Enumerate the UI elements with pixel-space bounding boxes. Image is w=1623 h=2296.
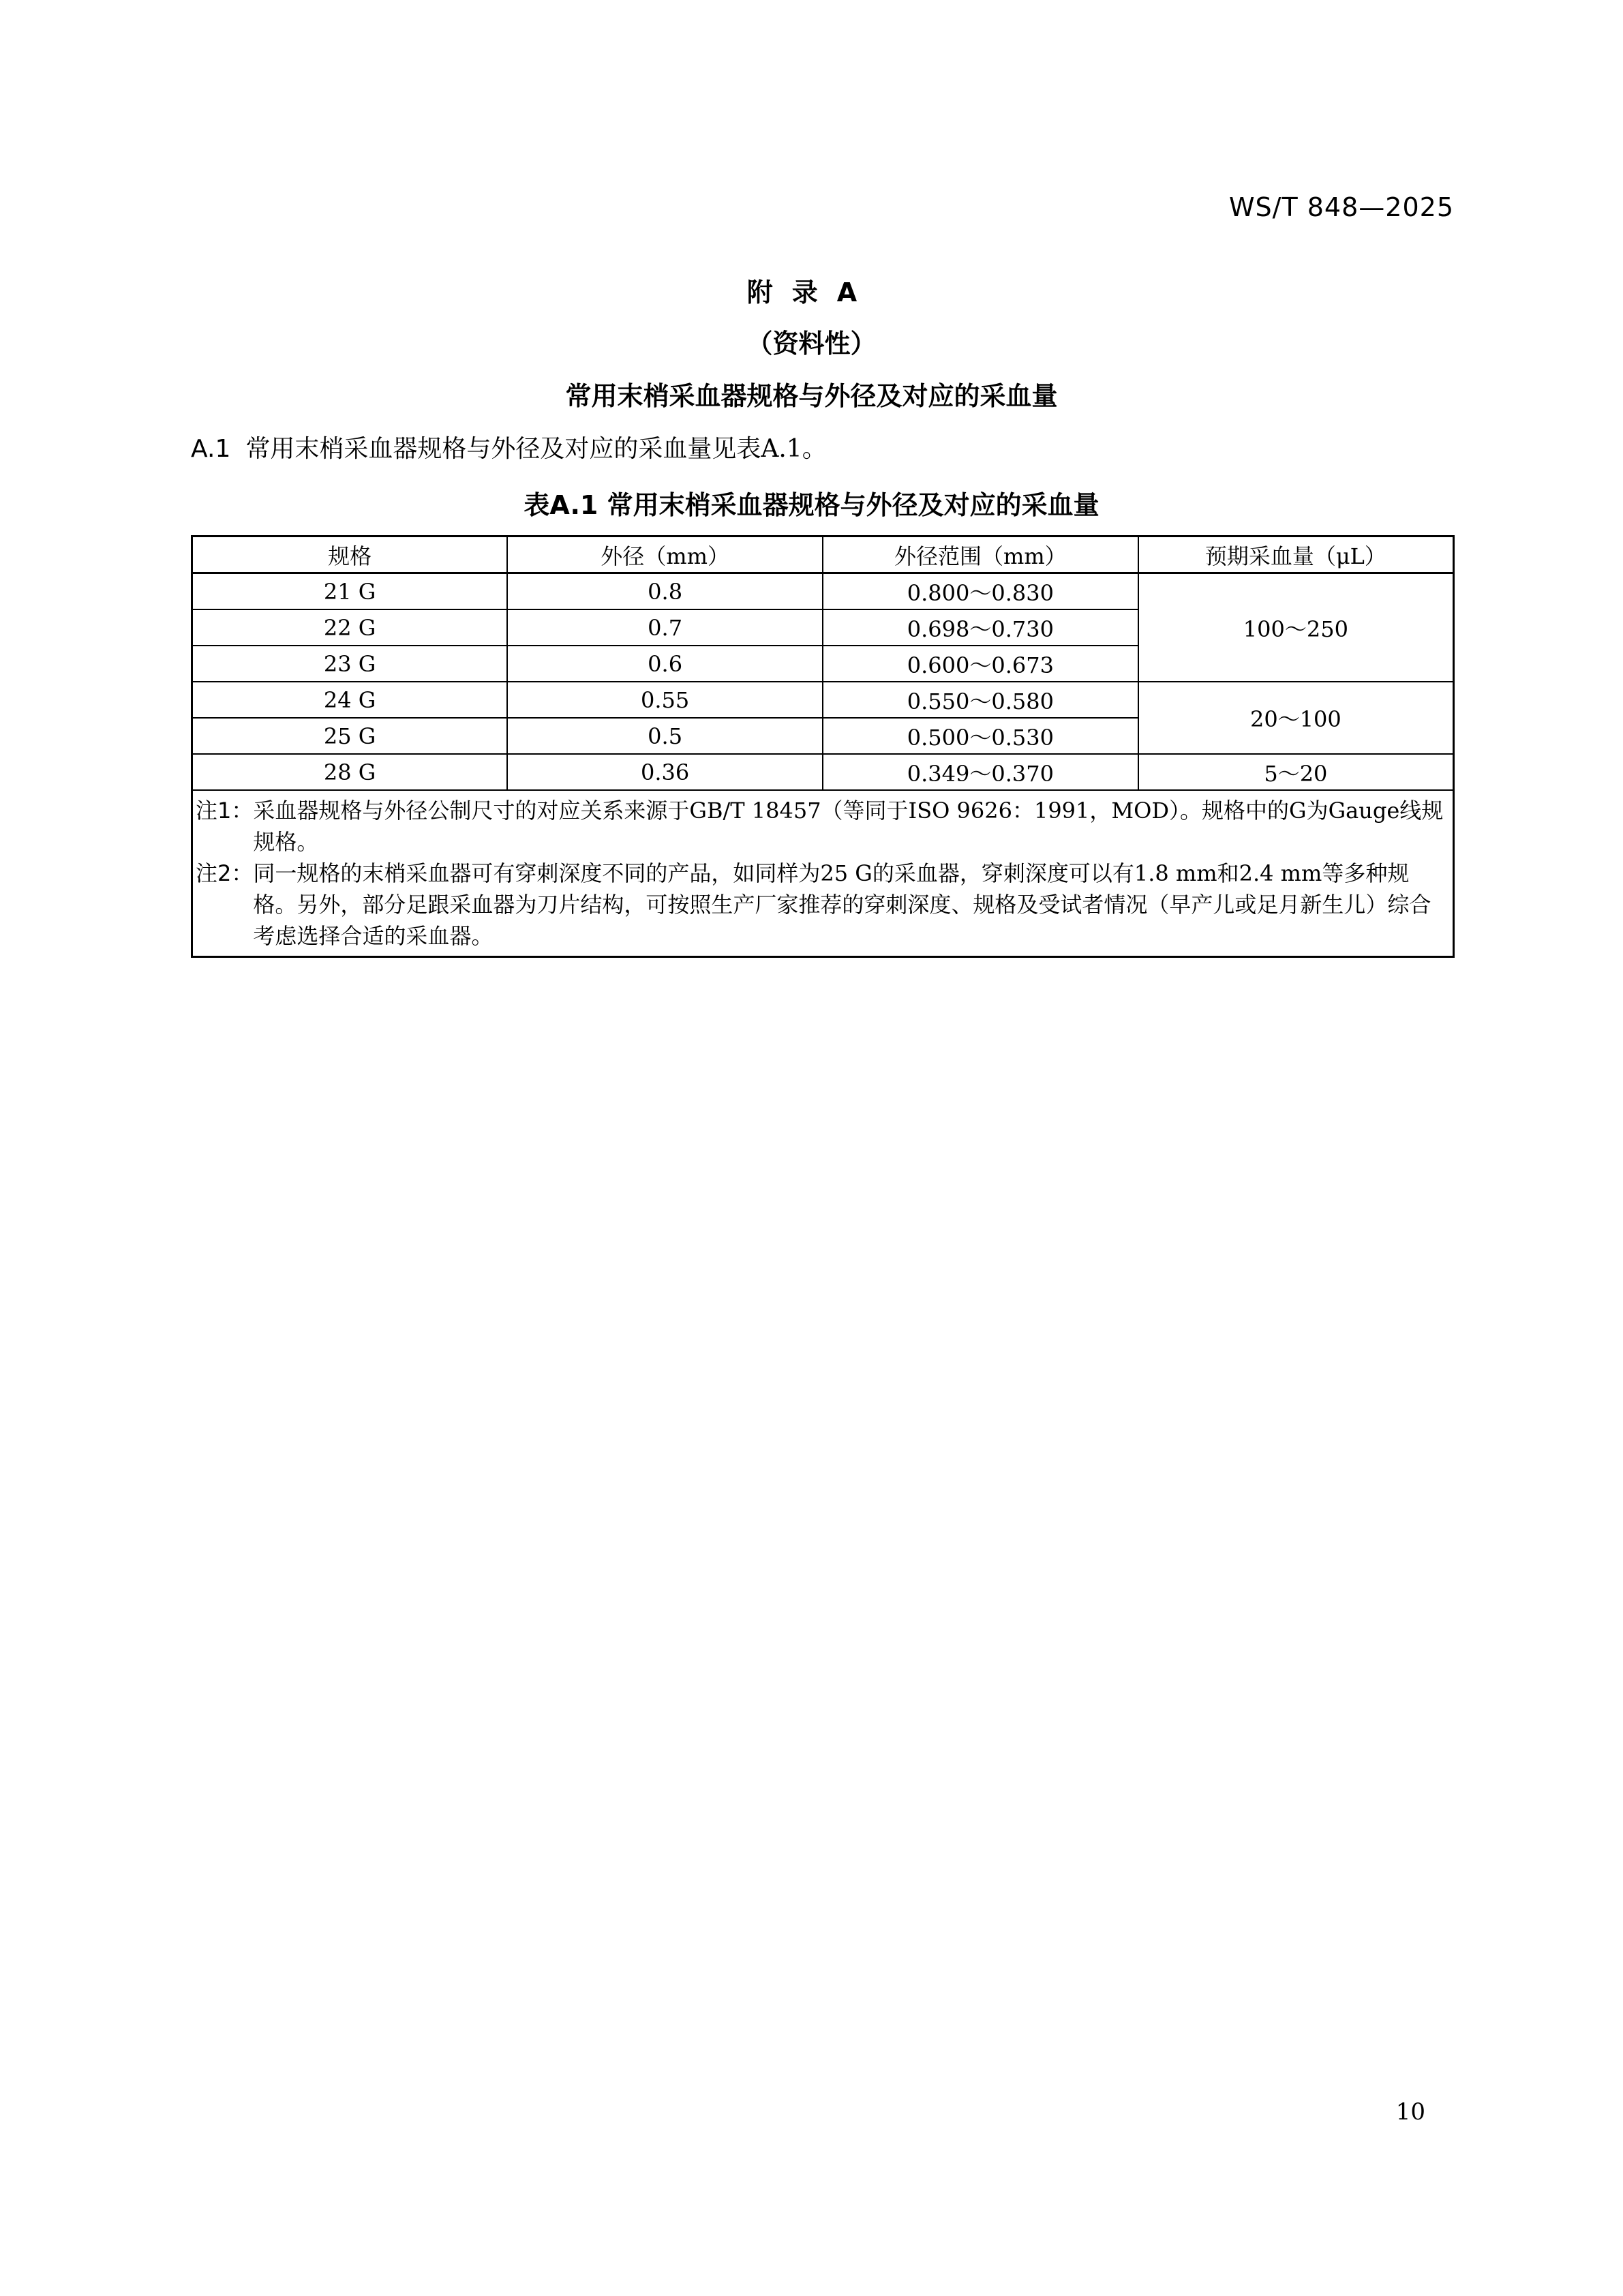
cell-diameter-range: 0.600～0.673: [823, 646, 1138, 682]
table-row: [192, 573, 1454, 610]
table-note-2: [196, 858, 1450, 952]
cell-diameter-range: 0.349～0.370: [823, 754, 1138, 790]
table-row: [192, 754, 1454, 790]
clause-a1: [191, 429, 827, 464]
appendix-nature: （资料性）: [746, 329, 877, 359]
note-text: 同一规格的末梢采血器可有穿刺深度不同的产品，如同样为25 G的采血器，穿刺深度可以有1.8 mm和2.4 mm等多种规格。另外，部分足跟采血器为刀片结构，可按照生产厂家推荐的穿刺深度、规格及受试者情况（早产儿或足月新生儿）综合考虑选择合适的采血器。: [253, 860, 1431, 949]
cell-spec: 25 G: [192, 718, 508, 754]
cell-diameter-range: 0.698～0.730: [823, 609, 1138, 646]
cell-spec: 24 G: [192, 682, 508, 718]
note-text: 采血器规格与外径公制尺寸的对应关系来源于GB/T 18457（等同于ISO 9626：1991，MOD）。规格中的G为Gauge线规规格。: [253, 798, 1444, 855]
cell-blood-volume: 100～250: [1138, 573, 1454, 682]
clause-number: A.1: [191, 435, 231, 463]
header-outer-diameter: 外径（mm）: [507, 537, 823, 573]
appendix-title: 常用末梢采血器规格与外径及对应的采血量: [565, 381, 1058, 411]
cell-outer-diameter: 0.5: [507, 718, 823, 754]
cell-outer-diameter: 0.7: [507, 609, 823, 646]
cell-spec: 21 G: [192, 573, 508, 610]
cell-spec: 28 G: [192, 754, 508, 790]
cell-diameter-range: 0.800～0.830: [823, 573, 1138, 610]
cell-spec: 23 G: [192, 646, 508, 682]
header-spec: 规格: [192, 537, 508, 573]
table-note-1: [196, 795, 1450, 858]
page-number: 10: [1395, 2098, 1425, 2126]
table-row: [192, 682, 1454, 718]
clause-text: 常用末梢采血器规格与外径及对应的采血量见表A.1。: [245, 435, 827, 463]
header-diameter-range: 外径范围（mm）: [823, 537, 1138, 573]
table-header-row: [192, 537, 1454, 573]
table-notes-row: [192, 790, 1454, 957]
cell-blood-volume: 20～100: [1138, 682, 1454, 754]
cell-diameter-range: 0.550～0.580: [823, 682, 1138, 718]
cell-outer-diameter: 0.8: [507, 573, 823, 610]
cell-outer-diameter: 0.36: [507, 754, 823, 790]
cell-outer-diameter: 0.6: [507, 646, 823, 682]
note-label: 注1：: [196, 798, 254, 824]
table-caption: 表A.1 常用末梢采血器规格与外径及对应的采血量: [524, 490, 1099, 520]
cell-outer-diameter: 0.55: [507, 682, 823, 718]
cell-spec: 22 G: [192, 609, 508, 646]
note-label: 注2：: [196, 860, 254, 886]
cell-diameter-range: 0.500～0.530: [823, 718, 1138, 754]
spec-table: [191, 535, 1455, 958]
cell-blood-volume: 5～20: [1138, 754, 1454, 790]
header-blood-volume: 预期采血量（μL）: [1138, 537, 1454, 573]
appendix-label: 附录A: [746, 277, 877, 307]
table-notes: [192, 790, 1454, 957]
document-code: WS/T 848—2025: [1228, 192, 1454, 222]
